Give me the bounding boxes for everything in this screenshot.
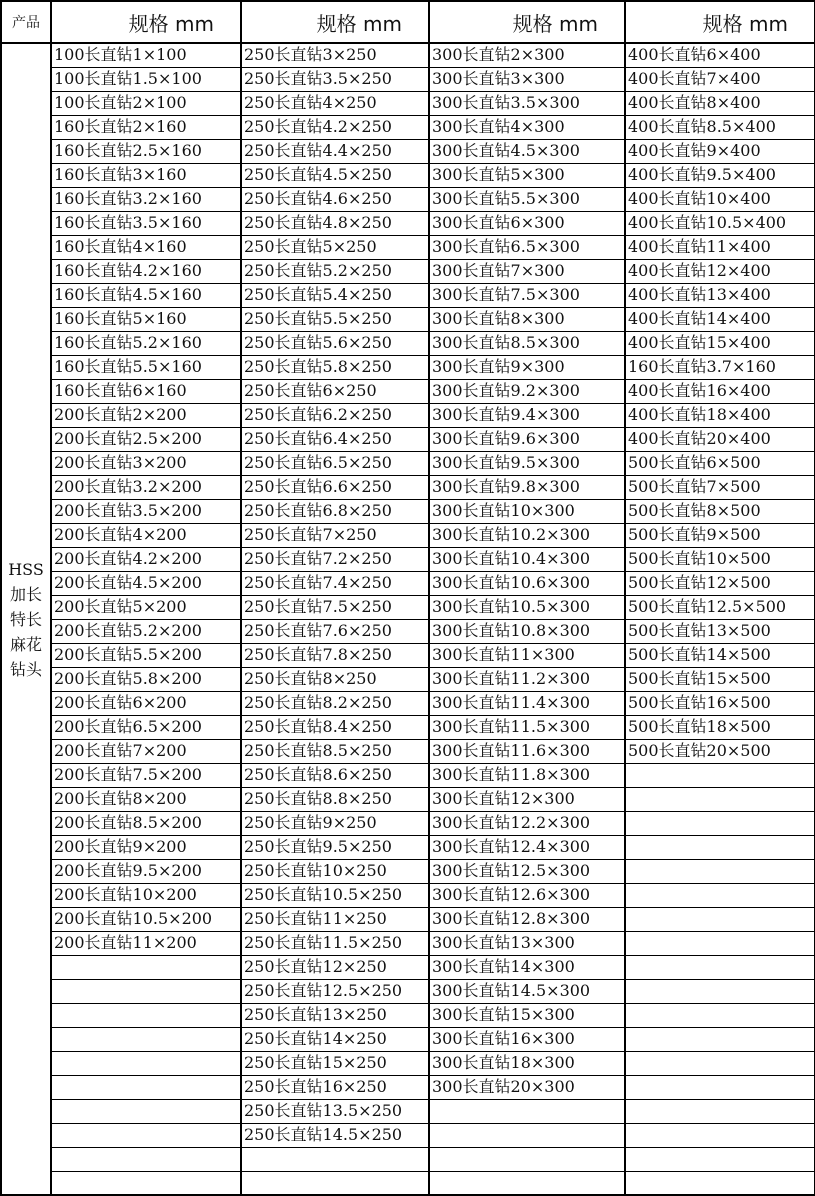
- spec-cell: 300长直钻10.2×300: [429, 523, 625, 547]
- spec-cell: 400长直钻9×400: [625, 139, 815, 163]
- spec-cell: 400长直钻14×400: [625, 307, 815, 331]
- table-row: [1, 787, 815, 811]
- spec-cell: 250长直钻8×250: [241, 667, 429, 691]
- table-row: [1, 379, 815, 403]
- spec-cell: 300长直钻10.5×300: [429, 595, 625, 619]
- spec-cell: 300长直钻12.4×300: [429, 835, 625, 859]
- spec-cell: 250长直钻6.5×250: [241, 451, 429, 475]
- spec-cell: 250长直钻5.5×250: [241, 307, 429, 331]
- spec-cell: [625, 787, 815, 811]
- spec-cell: 500长直钻9×500: [625, 523, 815, 547]
- product-name: HSS 加长特长麻花钻头: [8, 559, 44, 679]
- spec-cell: 100长直钻2×100: [51, 91, 241, 115]
- spec-cell: 250长直钻5.6×250: [241, 331, 429, 355]
- table-row: [1, 427, 815, 451]
- table-row: [1, 475, 815, 499]
- spec-cell: 200长直钻10.5×200: [51, 907, 241, 931]
- spec-cell: 400长直钻20×400: [625, 427, 815, 451]
- spec-header-4: 规格 mm: [625, 1, 815, 43]
- table-row: [1, 67, 815, 91]
- spec-cell: 250长直钻16×250: [241, 1075, 429, 1099]
- table-row: [1, 667, 815, 691]
- spec-cell: 250长直钻6×250: [241, 379, 429, 403]
- spec-cell: 250长直钻11×250: [241, 907, 429, 931]
- table-row: [1, 499, 815, 523]
- spec-cell: [625, 1171, 815, 1195]
- spec-cell: 250长直钻7.2×250: [241, 547, 429, 571]
- spec-cell: 200长直钻3×200: [51, 451, 241, 475]
- spec-cell: 250长直钻8.4×250: [241, 715, 429, 739]
- table-row: [1, 619, 815, 643]
- spec-cell: 160长直钻4×160: [51, 235, 241, 259]
- spec-cell: 300长直钻7×300: [429, 259, 625, 283]
- spec-cell: 400长直钻7×400: [625, 67, 815, 91]
- spec-cell: 250长直钻11.5×250: [241, 931, 429, 955]
- table-row: [1, 1075, 815, 1099]
- spec-cell: 160长直钻2.5×160: [51, 139, 241, 163]
- spec-cell: 250长直钻3×250: [241, 43, 429, 67]
- spec-cell: 400长直钻6×400: [625, 43, 815, 67]
- table-row: [1, 1171, 815, 1195]
- spec-cell: 300长直钻6.5×300: [429, 235, 625, 259]
- spec-cell: 200长直钻5.2×200: [51, 619, 241, 643]
- spec-cell: 300长直钻11.8×300: [429, 763, 625, 787]
- spec-cell: [625, 859, 815, 883]
- spec-cell: 250长直钻10×250: [241, 859, 429, 883]
- spec-cell: 250长直钻5.4×250: [241, 283, 429, 307]
- spec-cell: 300长直钻3.5×300: [429, 91, 625, 115]
- table-row: [1, 955, 815, 979]
- table-row: [1, 547, 815, 571]
- spec-cell: 200长直钻11×200: [51, 931, 241, 955]
- spec-cell: 300长直钻7.5×300: [429, 283, 625, 307]
- spec-cell: 300长直钻12.5×300: [429, 859, 625, 883]
- table-row: [1, 739, 815, 763]
- spec-cell: 200长直钻4×200: [51, 523, 241, 547]
- spec-cell: 300长直钻4.5×300: [429, 139, 625, 163]
- spec-cell: 400长直钻16×400: [625, 379, 815, 403]
- spec-cell: 400长直钻12×400: [625, 259, 815, 283]
- spec-cell: 200长直钻8.5×200: [51, 811, 241, 835]
- spec-cell: 500长直钻13×500: [625, 619, 815, 643]
- spec-cell: [625, 1099, 815, 1123]
- spec-cell: 300长直钻15×300: [429, 1003, 625, 1027]
- table-row: [1, 595, 815, 619]
- spec-cell: 100长直钻1×100: [51, 43, 241, 67]
- table-row: [1, 691, 815, 715]
- spec-cell: [625, 1123, 815, 1147]
- spec-cell: 250长直钻12.5×250: [241, 979, 429, 1003]
- table-row: [1, 331, 815, 355]
- table-row: [1, 355, 815, 379]
- spec-cell: [625, 907, 815, 931]
- spec-cell: 250长直钻8.5×250: [241, 739, 429, 763]
- spec-cell: 200长直钻5×200: [51, 595, 241, 619]
- spec-cell: 250长直钻8.8×250: [241, 787, 429, 811]
- spec-cell: [241, 1147, 429, 1171]
- spec-cell: 300长直钻13×300: [429, 931, 625, 955]
- table-row: [1, 403, 815, 427]
- spec-cell: 250长直钻8.6×250: [241, 763, 429, 787]
- spec-cell: [625, 1075, 815, 1099]
- spec-cell: 400长直钻11×400: [625, 235, 815, 259]
- spec-cell: [625, 955, 815, 979]
- spec-cell: 160长直钻3.5×160: [51, 211, 241, 235]
- spec-cell: 160长直钻5×160: [51, 307, 241, 331]
- spec-cell: 250长直钻3.5×250: [241, 67, 429, 91]
- table-row: [1, 43, 815, 67]
- spec-header-2: 规格 mm: [241, 1, 429, 43]
- spec-cell: 300长直钻10.4×300: [429, 547, 625, 571]
- spec-cell: [51, 1099, 241, 1123]
- spec-cell: 500长直钻14×500: [625, 643, 815, 667]
- spec-cell: 200长直钻7×200: [51, 739, 241, 763]
- table-row: [1, 931, 815, 955]
- spec-header-3: 规格 mm: [429, 1, 625, 43]
- spec-cell: 200长直钻9.5×200: [51, 859, 241, 883]
- spec-cell: 300长直钻12.8×300: [429, 907, 625, 931]
- product-name-cell: [1, 43, 51, 1195]
- table-row: [1, 1003, 815, 1027]
- spec-cell: 400长直钻8.5×400: [625, 115, 815, 139]
- spec-cell: [625, 1003, 815, 1027]
- spec-cell: 300长直钻9×300: [429, 355, 625, 379]
- table-row: [1, 715, 815, 739]
- spec-cell: 160长直钻4.5×160: [51, 283, 241, 307]
- spec-cell: 300长直钻8×300: [429, 307, 625, 331]
- spec-cell: 300长直钻11.6×300: [429, 739, 625, 763]
- spec-cell: 500长直钻12×500: [625, 571, 815, 595]
- spec-cell: 300长直钻10×300: [429, 499, 625, 523]
- table-row: [1, 451, 815, 475]
- table-row: [1, 211, 815, 235]
- spec-cell: 200长直钻5.5×200: [51, 643, 241, 667]
- spec-cell: 160长直钻3.7×160: [625, 355, 815, 379]
- spec-cell: [625, 883, 815, 907]
- spec-cell: 160长直钻5.5×160: [51, 355, 241, 379]
- product-header: 产品: [1, 1, 51, 43]
- spec-cell: 250长直钻13×250: [241, 1003, 429, 1027]
- spec-cell: [241, 1171, 429, 1195]
- spec-cell: 160长直钻6×160: [51, 379, 241, 403]
- spec-cell: 300长直钻11.2×300: [429, 667, 625, 691]
- spec-cell: 300长直钻11.4×300: [429, 691, 625, 715]
- spec-cell: 300长直钻11.5×300: [429, 715, 625, 739]
- table-row: [1, 883, 815, 907]
- spec-cell: 250长直钻12×250: [241, 955, 429, 979]
- spec-cell: 300长直钻18×300: [429, 1051, 625, 1075]
- spec-cell: 250长直钻14×250: [241, 1027, 429, 1051]
- spec-cell: [51, 1123, 241, 1147]
- spec-cell: 300长直钻10.8×300: [429, 619, 625, 643]
- spec-body: [1, 43, 815, 1195]
- spec-cell: 250长直钻4.5×250: [241, 163, 429, 187]
- spec-cell: 300长直钻16×300: [429, 1027, 625, 1051]
- spec-cell: [429, 1171, 625, 1195]
- spec-cell: 250长直钻6.4×250: [241, 427, 429, 451]
- spec-cell: 250长直钻5.2×250: [241, 259, 429, 283]
- spec-cell: 100长直钻1.5×100: [51, 67, 241, 91]
- table-row: [1, 139, 815, 163]
- spec-cell: [51, 1051, 241, 1075]
- table-row: [1, 163, 815, 187]
- header-row: [1, 1, 815, 43]
- table-row: [1, 979, 815, 1003]
- spec-cell: 200长直钻9×200: [51, 835, 241, 859]
- table-row: [1, 763, 815, 787]
- spec-cell: 400长直钻10.5×400: [625, 211, 815, 235]
- spec-cell: 300长直钻12.6×300: [429, 883, 625, 907]
- spec-cell: [51, 1147, 241, 1171]
- table-row: [1, 1123, 815, 1147]
- spec-cell: [51, 1003, 241, 1027]
- spec-cell: [625, 811, 815, 835]
- spec-cell: 250长直钻4.4×250: [241, 139, 429, 163]
- spec-cell: 300长直钻10.6×300: [429, 571, 625, 595]
- table-row: [1, 523, 815, 547]
- spec-cell: 500长直钻15×500: [625, 667, 815, 691]
- table-row: [1, 283, 815, 307]
- spec-cell: 160长直钻5.2×160: [51, 331, 241, 355]
- spec-cell: 200长直钻5.8×200: [51, 667, 241, 691]
- spec-cell: 500长直钻7×500: [625, 475, 815, 499]
- spec-cell: 200长直钻6.5×200: [51, 715, 241, 739]
- spec-cell: 300长直钻8.5×300: [429, 331, 625, 355]
- spec-cell: [625, 835, 815, 859]
- table-row: [1, 235, 815, 259]
- spec-cell: [625, 1051, 815, 1075]
- spec-cell: [625, 931, 815, 955]
- spec-cell: 250长直钻6.2×250: [241, 403, 429, 427]
- table-row: [1, 115, 815, 139]
- spec-cell: 250长直钻9×250: [241, 811, 429, 835]
- table-row: [1, 571, 815, 595]
- spec-cell: 200长直钻2×200: [51, 403, 241, 427]
- spec-cell: 200长直钻8×200: [51, 787, 241, 811]
- spec-header-1: 规格 mm: [51, 1, 241, 43]
- spec-cell: 250长直钻7×250: [241, 523, 429, 547]
- spec-cell: [51, 1171, 241, 1195]
- table-row: [1, 811, 815, 835]
- spec-cell: 200长直钻4.5×200: [51, 571, 241, 595]
- spec-cell: 300长直钻6×300: [429, 211, 625, 235]
- spec-cell: 160长直钻3×160: [51, 163, 241, 187]
- spec-cell: 300长直钻9.2×300: [429, 379, 625, 403]
- spec-cell: 300长直钻14×300: [429, 955, 625, 979]
- spec-cell: 250长直钻6.8×250: [241, 499, 429, 523]
- table-row: [1, 1147, 815, 1171]
- spec-cell: 300长直钻11×300: [429, 643, 625, 667]
- spec-cell: 400长直钻18×400: [625, 403, 815, 427]
- spec-cell: 200长直钻4.2×200: [51, 547, 241, 571]
- spec-cell: 500长直钻16×500: [625, 691, 815, 715]
- spec-cell: 500长直钻10×500: [625, 547, 815, 571]
- table-row: [1, 1099, 815, 1123]
- spec-cell: 250长直钻4.6×250: [241, 187, 429, 211]
- table-row: [1, 259, 815, 283]
- spec-cell: 300长直钻9.4×300: [429, 403, 625, 427]
- spec-cell: 300长直钻2×300: [429, 43, 625, 67]
- spec-cell: [429, 1147, 625, 1171]
- spec-cell: 300长直钻20×300: [429, 1075, 625, 1099]
- spec-cell: 400长直钻10×400: [625, 187, 815, 211]
- spec-cell: 200长直钻7.5×200: [51, 763, 241, 787]
- spec-cell: 250长直钻8.2×250: [241, 691, 429, 715]
- spec-cell: 250长直钻5×250: [241, 235, 429, 259]
- spec-cell: 400长直钻9.5×400: [625, 163, 815, 187]
- spec-cell: 400长直钻8×400: [625, 91, 815, 115]
- spec-cell: 300长直钻12.2×300: [429, 811, 625, 835]
- spec-cell: [429, 1099, 625, 1123]
- spec-cell: 300长直钻14.5×300: [429, 979, 625, 1003]
- spec-cell: [625, 1147, 815, 1171]
- spec-cell: 200长直钻3.2×200: [51, 475, 241, 499]
- spec-cell: 250长直钻4.8×250: [241, 211, 429, 235]
- spec-cell: 250长直钻14.5×250: [241, 1123, 429, 1147]
- spec-cell: [625, 1027, 815, 1051]
- spec-cell: 200长直钻3.5×200: [51, 499, 241, 523]
- spec-cell: 250长直钻13.5×250: [241, 1099, 429, 1123]
- table-row: [1, 1027, 815, 1051]
- spec-cell: 160长直钻3.2×160: [51, 187, 241, 211]
- spec-cell: 200长直钻2.5×200: [51, 427, 241, 451]
- table-row: [1, 907, 815, 931]
- spec-cell: 300长直钻4×300: [429, 115, 625, 139]
- spec-cell: [51, 955, 241, 979]
- spec-cell: 500长直钻18×500: [625, 715, 815, 739]
- spec-cell: 250长直钻7.4×250: [241, 571, 429, 595]
- spec-cell: 250长直钻7.6×250: [241, 619, 429, 643]
- spec-cell: 200长直钻10×200: [51, 883, 241, 907]
- table-row: [1, 643, 815, 667]
- spec-cell: 500长直钻12.5×500: [625, 595, 815, 619]
- spec-cell: 250长直钻7.5×250: [241, 595, 429, 619]
- table-row: [1, 859, 815, 883]
- spec-cell: [625, 763, 815, 787]
- spec-cell: [51, 1075, 241, 1099]
- spec-cell: 400长直钻13×400: [625, 283, 815, 307]
- spec-cell: 250长直钻10.5×250: [241, 883, 429, 907]
- spec-cell: [429, 1123, 625, 1147]
- spec-cell: [51, 1027, 241, 1051]
- spec-cell: 250长直钻7.8×250: [241, 643, 429, 667]
- spec-cell: 300长直钻9.8×300: [429, 475, 625, 499]
- spec-cell: 300长直钻5.5×300: [429, 187, 625, 211]
- spec-cell: 500长直钻20×500: [625, 739, 815, 763]
- spec-cell: [51, 979, 241, 1003]
- spec-cell: 160长直钻4.2×160: [51, 259, 241, 283]
- spec-cell: 300长直钻3×300: [429, 67, 625, 91]
- spec-cell: 250长直钻9.5×250: [241, 835, 429, 859]
- table-row: [1, 1051, 815, 1075]
- table-row: [1, 835, 815, 859]
- spec-cell: 500长直钻8×500: [625, 499, 815, 523]
- spec-cell: 500长直钻6×500: [625, 451, 815, 475]
- spec-cell: 250长直钻15×250: [241, 1051, 429, 1075]
- spec-cell: 160长直钻2×160: [51, 115, 241, 139]
- spec-cell: 300长直钻5×300: [429, 163, 625, 187]
- spec-cell: 250长直钻4×250: [241, 91, 429, 115]
- table-row: [1, 187, 815, 211]
- spec-cell: [625, 979, 815, 1003]
- spec-cell: 250长直钻6.6×250: [241, 475, 429, 499]
- spec-cell: 300长直钻12×300: [429, 787, 625, 811]
- spec-cell: 200长直钻6×200: [51, 691, 241, 715]
- table-row: [1, 307, 815, 331]
- spec-cell: 300长直钻9.5×300: [429, 451, 625, 475]
- table-row: [1, 91, 815, 115]
- spec-cell: 300长直钻9.6×300: [429, 427, 625, 451]
- spec-cell: 250长直钻5.8×250: [241, 355, 429, 379]
- spec-cell: 400长直钻15×400: [625, 331, 815, 355]
- spec-cell: 250长直钻4.2×250: [241, 115, 429, 139]
